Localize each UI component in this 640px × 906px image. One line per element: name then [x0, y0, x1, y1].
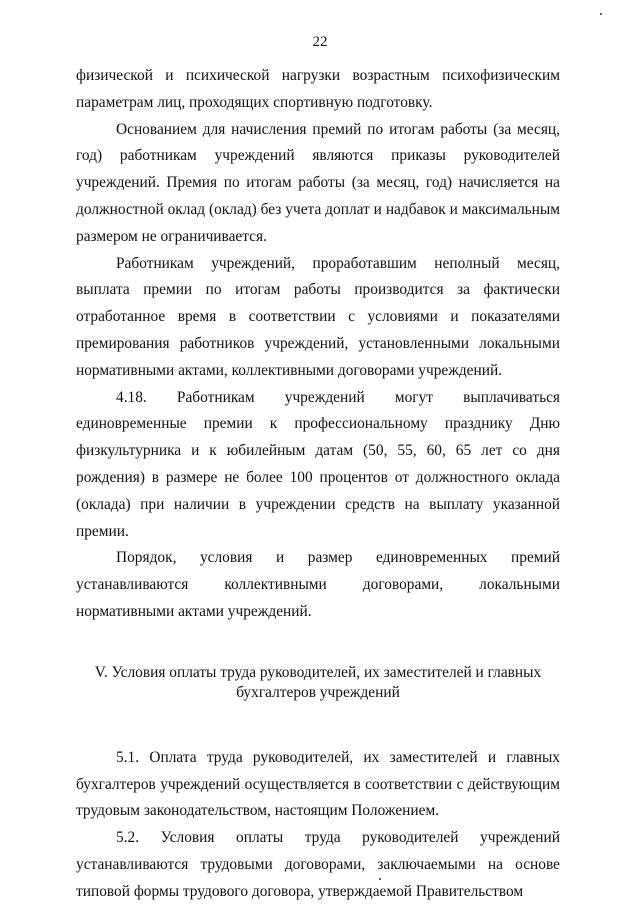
section-heading	[76, 663, 560, 703]
paragraph-bonus-basis: Основанием для начисления премий по итогам работы (за месяц, год) работникам учреждений являются приказы руководителей учреждений. Премия по итогам работы (за месяц, год) начисляется на должностной оклад (оклад) без учета доплат и надбавок и максимальным размером не ограничивается.	[76, 120, 560, 245]
paragraph-4-18: 4.18. Работникам учреждений могут выплачиваться единовременные премии к профессиональному празднику Дню физкультурника и к юбилейным датам (50, 55, 60, 65 лет со дня рождения) в размере не более 100 процентов от должностного оклада (оклада) при наличии в учреждении средств на выплату указанной премии.	[76, 388, 560, 540]
section-heading-line: бухгалтеров учреждений	[236, 683, 400, 701]
scan-speck	[600, 13, 602, 15]
section-heading-line: V. Условия оплаты труда руководителей, их заместителей и главных	[94, 663, 542, 681]
paragraph-bonus-order: Порядок, условия и размер единовременных премий устанавливаются коллективными договорами, локальными нормативными актами учреждений.	[76, 549, 560, 620]
document-body	[76, 63, 560, 906]
paragraph-partial-month: Работникам учреждений, проработавшим неполный месяц, выплата премии по итогам работы производится за фактически отработанное время в соответствии с условиями и показателями премирования работников учреждений, установленными локальными нормативными актами, коллективными договорами учреждений.	[76, 254, 560, 379]
paragraph-continuation: физической и психической нагрузки возрастным психофизическим параметрам лиц, проходящих спортивную подготовку.	[76, 67, 560, 111]
page-number: 22	[312, 34, 328, 50]
paragraph-5-2: 5.2. Условия оплаты труда руководителей учреждений устанавливаются трудовыми договорами, заключаемыми на основе типовой формы трудового договора, утверждаемой Правительством	[76, 829, 560, 900]
paragraph-5-1: 5.1. Оплата труда руководителей, их заместителей и главных бухгалтеров учреждений осуществляется в соответствии с действующим трудовым законодательством, настоящим Положением.	[76, 748, 560, 820]
